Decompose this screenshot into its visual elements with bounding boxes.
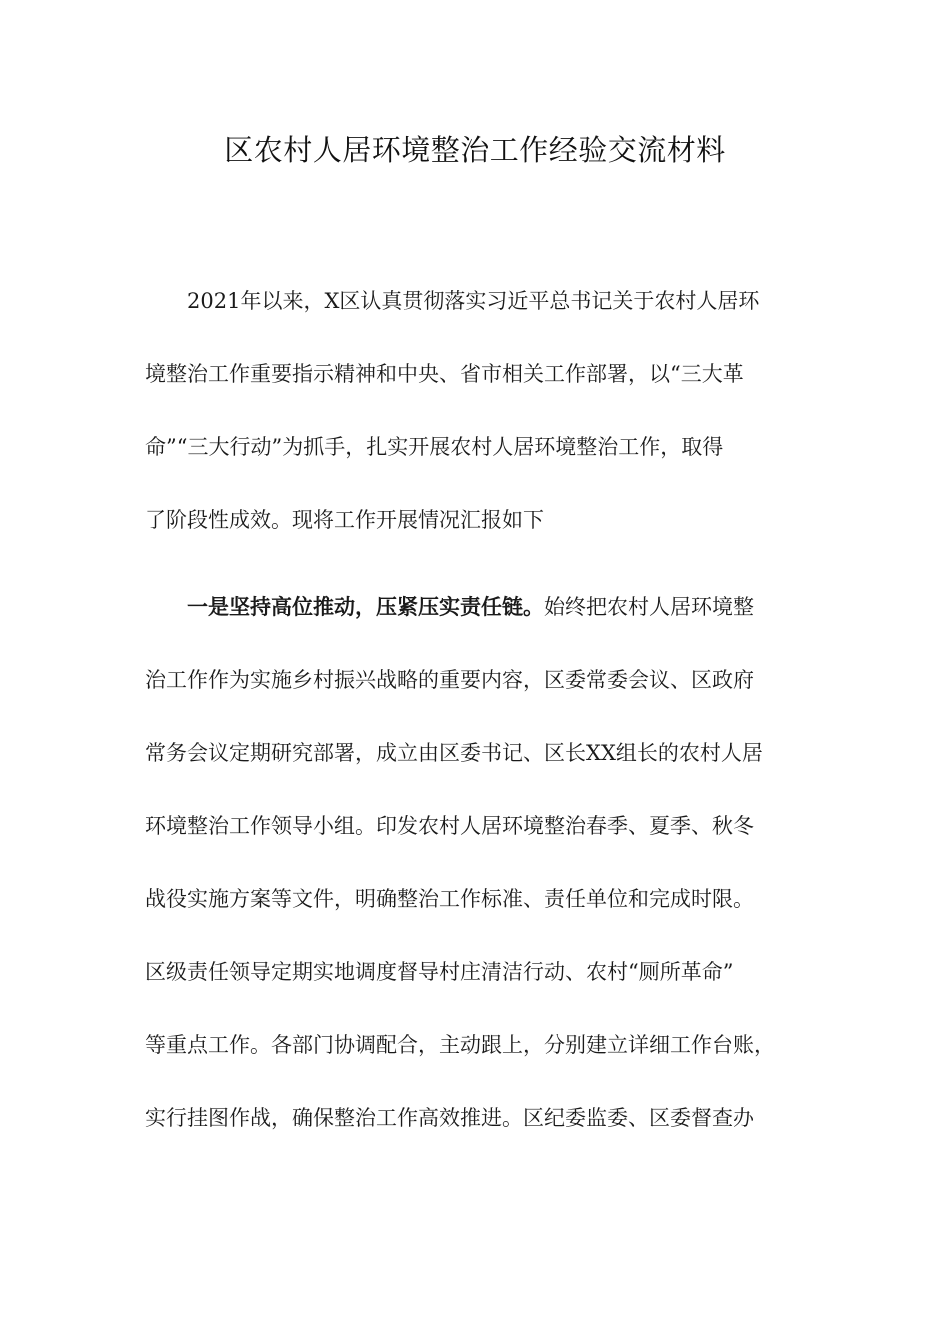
document-title: 区农村人居环境整治工作经验交流材料: [224, 133, 726, 167]
paragraph-line: 治工作作为实施乡村振兴战略的重要内容，区委常委会议、区政府: [145, 668, 754, 692]
paragraph-line: 实行挂图作战，确保整治工作高效推进。区纪委监委、区委督查办: [145, 1106, 754, 1130]
paragraph-line: 命”“三大行动”为抓手，扎实开展农村人居环境整治工作，取得: [145, 435, 724, 459]
paragraph-line: 等重点工作。各部门协调配合，主动跟上，分别建立详细工作台账，: [145, 1033, 775, 1057]
paragraph-line: 区级责任领导定期实地调度督导村庄清洁行动、农村“厕所革命”: [145, 960, 734, 984]
paragraph-line: 常务会议定期研究部署，成立由区委书记、区长XX组长的农村人居: [145, 741, 763, 765]
paragraph-first-line: [145, 571, 805, 644]
paragraph-line: 了阶段性成效。现将工作开展情况汇报如下: [145, 508, 544, 532]
paragraph-intro: [145, 265, 805, 557]
paragraph-line-rest: 始终把农村人居环境整: [544, 595, 754, 619]
section-lead-heading: 一是坚持高位推动，压紧压实责任链。: [187, 595, 544, 619]
paragraph-line: 环境整治工作领导小组。印发农村人居环境整治春季、夏季、秋冬: [145, 814, 754, 838]
paragraph-line: 2021年以来，X区认真贯彻落实习近平总书记关于农村人居环: [187, 289, 760, 313]
paragraph-line: 境整治工作重要指示精神和中央、省市相关工作部署，以“三大革: [145, 362, 744, 386]
paragraph-line: 战役实施方案等文件，明确整治工作标准、责任单位和完成时限。: [145, 887, 754, 911]
paragraph-section-one: [145, 571, 805, 1155]
